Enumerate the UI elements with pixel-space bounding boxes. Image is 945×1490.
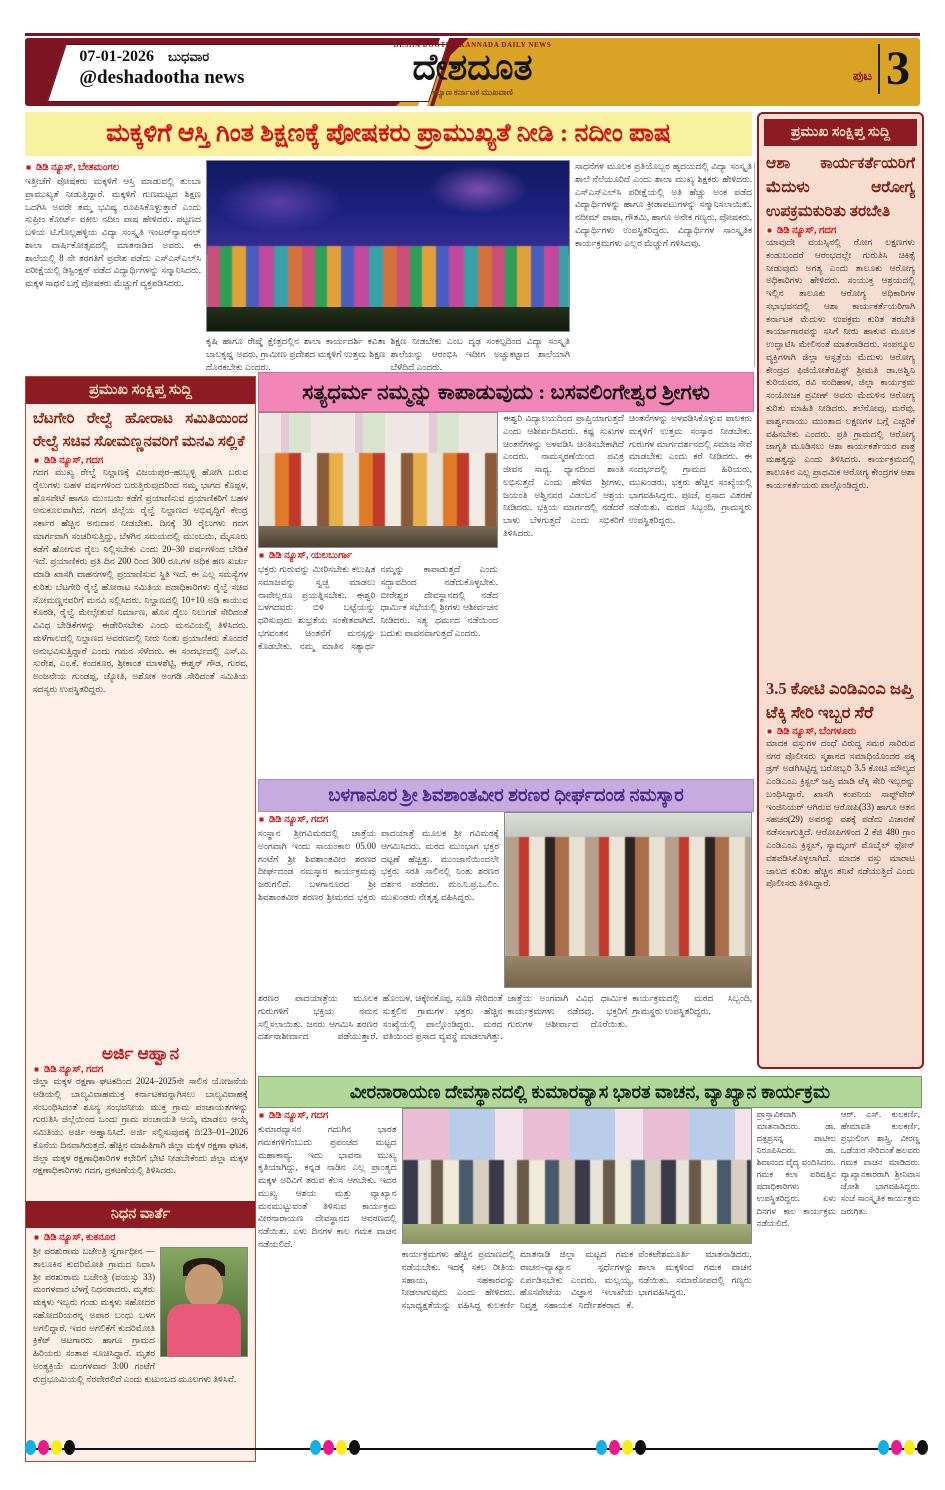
masthead xyxy=(25,38,920,106)
byline-bullet-icon xyxy=(25,164,32,171)
photo-devotees xyxy=(259,453,497,531)
kumara-fifth-column xyxy=(841,1108,920,1446)
photo-stage-banner xyxy=(403,1109,751,1165)
yellow-dot-icon xyxy=(51,1440,62,1455)
yellow-dot-icon xyxy=(622,1440,633,1455)
cyan-dot-icon xyxy=(310,1440,321,1455)
byline xyxy=(258,550,498,561)
byline-text: ಡಿಡಿ ನ್ಯೂಸ್, ಯಲಬುರ್ಗಾ xyxy=(269,550,353,561)
date: 07-01-2026 xyxy=(79,48,155,65)
article-text: ಶರಣರ ಪಾದಯಾತ್ರೆಯ ಮೂಲಕ ಗುರುಗಳಿಗೆ ಭಕ್ತಿಯ ನಮನ ಸಲ್ಲಿಸಲಾಯಿತು. ಜನರು ಆಗಮಿಸಿ ಶರಣರ ದರ್ಶನಾಶೀರ್ವಾದ ಪಡೆಯುತ್ತಾರೆ. ಹೊಂಬಳ, ಚಿಕ್ಕೇನಕೊಪ್ಪ, ಸೂಡಿ ಸೇರಿದಂತೆ ಸುತ್ತಲಿನ ಗ್ರಾಮಗಳ ಭಕ್ತರು ಹೆಚ್ಚಿನ ಸಂಖ್ಯೆಯಲ್ಲಿ ಪಾಲ್ಗೊಂಡಿದ್ದರು. ಮಠದ ವತಿಯಿಂದ ಪ್ರಸಾದ ವ್ಯವಸ್ಥೆ ಮಾಡಲಾಗಿತ್ತು. ಜಾತ್ರೆಯ ಅಂಗವಾಗಿ ವಿವಿಧ ಧಾರ್ಮಿಕ ಕಾರ್ಯಕ್ರಮಗಳು ನಡೆದವು. ಭಕ್ತರಿಗೆ ಗುರುಗಳ ಆಶೀರ್ವಾದ ದೊರೆಯಿತು. ಕಾರ್ಯಕ್ರಮದಲ್ಲಿ ಮಠದ ಸಿಬ್ಬಂದಿ, ಗ್ರಾಮಸ್ಥರು ಉಪಸ್ಥಿತರಿದ್ದರು. xyxy=(258,993,752,1042)
byline-text: ಡಿಡಿ ನ್ಯೂಸ್, ಕುಕನೂರ xyxy=(44,1232,116,1243)
photo-temple-event xyxy=(402,1108,752,1244)
byline-bullet-icon xyxy=(258,816,265,823)
balaganur-left-block xyxy=(258,812,499,988)
mdma-story-text: ಮಾದಕ ವಸ್ತುಗಳ ದಂಧೆ ವಿರುದ್ಧ ಸಮರ ಸಾರಿರುವ ನಗರ ಪೊಲೀಸರು ಸ್ಮಶಾನದ ಸಮಾಧಿಯೊಂದರ ಪಕ್ಕ ಡ್ರಗ್ ಅಡಗಿಸಿಟ್ಟಿದ್ದ ಬರೋಬ್ಬರಿ 3.5 ಕೋಟಿ ಮೌಲ್ಯದ ಎಂಡಿಎಂಎ ಕ್ರಿಸ್ಟಲ್ ಜಪ್ತಿ ಮಾಡಿ ಟೆಕ್ಕಿ ಸೇರಿ ಇಬ್ಬರನ್ನು ಬಂಧಿಸಿದ್ದಾರೆ. ಖಾಸಗಿ ಕಂಪನಿಯ ಸಾಫ್ಟ್‌ವೇರ್ ಇಂಜಿನಿಯರ್ ಆಗಿರುವ ಆರೋಪಿ(33) ಹಾಗೂ ಆತನ ಸಹಚರ(29) ಅವರನ್ನು ವಶಕ್ಕೆ ಪಡೆದು ವಿಚಾರಣೆ ನಡೆಸಲಾಗುತ್ತಿದೆ. ಆರೋಪಿಗಳಿಂದ 2 ಕೆಜಿ 480 ಗ್ರಾಂ ಎಂಡಿಎಂಎ ಕ್ರಿಸ್ಟಲ್, ಸ್ಯಾಮ್ಸಂಗ್ ಮೊಬೈಲ್ ಫೋನ್ ವಶಪಡಿಸಿಕೊಳ್ಳಲಾಗಿದೆ. ಮಾದಕ ವಸ್ತು ಮಾರಾಟ ಜಾಲದ ಕುರಿತು ಹೆಚ್ಚಿನ ತನಿಖೆ ನಡೆಯುತ್ತಿದೆ ಎಂದು ಪೊಲೀಸರು ತಿಳಿಸಿದ್ದಾರೆ. xyxy=(766,737,915,889)
section-header-briefs: ಪ್ರಮುಖ ಸಂಕ್ಷಿಪ್ತ ಸುದ್ದಿ xyxy=(764,119,917,146)
magenta-dot-icon xyxy=(38,1440,49,1455)
cmyk-registration-marks xyxy=(25,1440,75,1455)
article-main-right-column xyxy=(575,160,752,372)
photo-school-annual-day xyxy=(206,160,570,332)
black-dot-icon xyxy=(917,1440,928,1455)
portrait-face xyxy=(185,1264,223,1308)
black-dot-icon xyxy=(64,1440,75,1455)
page-number-divider xyxy=(878,44,880,94)
article-text: ಕೃಷಿ ಹಾಗೂ ರೇಷ್ಮೆ ಕ್ಷೇತ್ರದಲ್ಲಿನ ಶಾಲಾ ಕಾರ್ಯದರ್ಶಿ ಕವಿತಾ ಬಾಲಕೃಷ್ಣ ಅವರು, ಗ್ರಾಮೀಣ ಪ್ರದೇಶದ ಮಕ್ಕಳಿಗೆ ಉತ್ತಮ ಶಿಕ್ಷಣ ದೊರಕಬೇಕು ಎಂದರು. xyxy=(206,336,386,371)
page-number-block xyxy=(853,44,910,94)
photo-ground xyxy=(505,956,751,987)
byline-text: ಡಿಡಿ ನ್ಯೂಸ್, ಗದಗ xyxy=(777,225,837,237)
article-text: ಸಂಸ್ಥಾನ ಶ್ರೀಗವಿಮಠದಲ್ಲಿ ಜಾತ್ರೆಯ ಅಂಗವಾಗಿ ಇಂದು ಸಾಯಂಕಾಲ 05.00 ಗಂಟೆಗೆ ಶ್ರೀ ಶಿವಶಾಂತವೀರ ಶರಣರ ದೀರ್ಘದಂಡ ನಮಸ್ಕಾರ ಕಾರ್ಯಕ್ರಮವು ಜರುಗಲಿದೆ. ಬಳಗಾನೂರದ ಶ್ರೀ ಶಿವಶಾಂತವೀರ ಶರಣರ ಶ್ರೀಮಠದ ಭಕ್ತರು ಪಾದಯಾತ್ರೆ ಮೂಲಕ ಶ್ರೀ ಗವಿಮಠಕ್ಕೆ ಆಗಮಿಸಿದರು. ಮಠದ ಮುಂಭಾಗ ಭಕ್ತರ ದಟ್ಟಣೆ ಹೆಚ್ಚಿತ್ತು. ಮುಂಜಾನೆಯಿಂದಲೇ ಭಕ್ತರು ಸರತಿ ಸಾಲಿನಲ್ಲಿ ನಿಂತು ಶರಣರ ದರ್ಶನ ಪಡೆದರು. ಮಂ.ನಿ.ಪ್ರ.ಒ.ಲಿಂ. ಮುಖಂಡರು ನೇತೃತ್ವ ವಹಿಸಿದ್ದರು. xyxy=(258,828,499,902)
article-text: ಇತ್ತೀಚೆಗೆ ಪೋಷಕರು ಮಕ್ಕಳಿಗೆ ಆಸ್ತಿ ಮಾಡುವಲ್ಲಿ ತುಂಬಾ ಪ್ರಾಮುಖ್ಯತೆ ನೀಡುತ್ತಿದ್ದಾರೆ. ಮಕ್ಕಳಿಗೆ ಗುಣಮಟ್ಟದ ಶಿಕ್ಷಣ ಒದಗಿಸಿ ಅವರೇ ತಮ್ಮ ಭವಿಷ್ಯ ರೂಪಿಸಿಕೊಳ್ಳುತ್ತಾರೆ ಎಂದು ಸುಪ್ರೀಂ ಕೋರ್ಟ್ ವಕೀಲ ನದೀಂ ಪಾಷ ಹೇಳಿದರು. ಪಟ್ಟಣದ ಬಳಿಯ ಟಿ.ಗೊಲ್ಲಹಳ್ಳಿಯ ವಿದ್ಯಾ ಸಂಸ್ಕೃತಿ ಇಂಟರ್‌ನ್ಯಾಷನಲ್ ಶಾಲಾ ವಾರ್ಷಿಕೋತ್ಸವದಲ್ಲಿ ಮಾತನಾಡಿದ ಅವರು. ಈ ಶಾಲೆಯಲ್ಲಿ 8 ನೇ ತರಗತಿಗೆ ಪ್ರವೇಶ ಪಡೆದು ಎಸ್‌ಎಸ್‌ಎಲ್‌ಸಿ ಪರೀಕ್ಷೆಯಲ್ಲಿ ಡಿಸ್ಟಿಂಕ್ಷನ್ ಪಡೆದ ವಿದ್ಯಾರ್ಥಿಗಳನ್ನು ಸನ್ಮಾನಿಸಿದರು. ಮಕ್ಕಳ ಸಾಧನೆ ಬಗ್ಗೆ ಪೋಷಕರು ಮೆಚ್ಚುಗೆ ವ್ಯಕ್ತಪಡಿಸಿದರು. xyxy=(25,176,201,289)
obituary-body xyxy=(33,1245,248,1445)
photo-padayatra-crowd xyxy=(504,812,752,988)
cmyk-registration-marks xyxy=(878,1440,928,1455)
satya-headline: ಸತ್ಯಧರ್ಮ ನಮ್ಮನ್ನು ಕಾಪಾಡುವುದು : ಬಸವಲಿಂಗೇಶ್ವರ ಶ್ರೀಗಳು xyxy=(258,372,754,412)
column-divider xyxy=(754,162,755,367)
article-text: ಆರ್. ಎಸ್. ಕುಲಕರ್ಣಿ, ಹೇಮಾವತಿ ಕುಲಕರ್ಣಿ, ಪ್ರಭುಲಿಂಗ ಶಾಸ್ತ್ರಿ, ವೀರಣ್ಣ ಒಡೆಯರ ಸೇರಿದಂತೆ ಹಲವರು ಗಮಕ ವಾಚನ ಮಾಡಿದರು. ವ್ಯಾಖ್ಯಾನಕಾರರಾಗಿ ಶ್ರೀನಿವಾಸ ಜೋಶಿ ಭಾಗವಹಿಸಿದ್ದರು. ಸಂಜೆ ಸಾಂಸ್ಕೃತಿಕ ಕಾರ್ಯಕ್ರಮ ಜರುಗಿತು. xyxy=(840,1109,920,1216)
byline-bullet-icon xyxy=(766,728,773,735)
byline xyxy=(33,1232,248,1243)
cyan-dot-icon xyxy=(25,1440,36,1455)
mdma-story-title: 3.5 ಕೋಟಿ ಎಂಡಿಎಂಎ ಜಪ್ತಿ ಟೆಕ್ಕಿ ಸೇರಿ ಇಬ್ಬರ ಸೆರೆ xyxy=(766,679,913,722)
balaganur-headline: ಬಳಗಾನೂರ ಶ್ರೀ ಶಿವಶಾಂತವೀರ ಶರಣರ ಧೀರ್ಘದಂಡ ನಮಸ್ಕಾರ xyxy=(258,779,754,812)
article-text: ಪ್ರಾಸ್ತಾವಿಕವಾಗಿ ಮಾತನಾಡಿದರು. ಡಾ. ದತ್ತಪ್ರಸನ್ನ ಪಾಟೀಲ ನಿರೂಪಿಸಿದರು. ಡಾ. ಶಿವಾನಂದ ವೈದ್ಯ ವಂದಿಸಿದರು. ಗಮಕ ಕಲಾ ಪರಿಷತ್ತಿನ ಪದಾಧಿಕಾರಿಗಳು ಉಪಸ್ಥಿತರಿದ್ದರು. ಏಳು ದಿನಗಳ ಕಾಲ ಕಾರ್ಯಕ್ರಮ ನಡೆಯಲಿದೆ. xyxy=(756,1109,836,1228)
page-label: ಪುಟ xyxy=(852,68,872,83)
article-text: ಕಾರ್ಯಕ್ರಮಗಳು ಹೆಚ್ಚಿನ ಪ್ರಮಾಣದಲ್ಲಿ ನಡೆಯಬೇಕು. ಇದಕ್ಕೆ ಸಕಲ ರೀತಿಯ ಸಹಾಯ, ಸಹಕಾರವನ್ನು ನೀಡಲಾಗುವುದು ಎಂದು ಹೇಳಿದರು. ಸಭಾಧ್ಯಕ್ಷತೆಯನ್ನು ವಹಿಸಿದ್ದ ಕುಲಕರ್ಣಿ ಮಾತನಾಡಿ ಜಿಲ್ಲಾ ಮಟ್ಟದ ಗಮಕ ವಾಚನ–ವ್ಯಾಖ್ಯಾನ ಸ್ಪರ್ಧೆಗಳನ್ನು ಏರ್ಪಡಿಸಬೇಕು ಎಂದರು. ಮಲ್ಲಯ್ಯ, ಹೊಸಪೇಟೆಯ ವಿಜ್ಞಾನ ಇಲಾಖೆಯ ನಿವೃತ್ತ ಸಹಾಯಕ ನಿರ್ದೇಶಕರಾದ ಕೆ. ವೆಂಕಟೇಶಮೂರ್ತಿ ಮಾತನಾಡಿದರು. ಶಾಲಾ ಮಕ್ಕಳಿಂದ ಗಮಕ ವಾಚನ ನಡೆಯಿತು. ಸಮಾರೋಪದಲ್ಲಿ ಗಣ್ಯರು ಭಾಗವಹಿಸಿದ್ದರು. xyxy=(401,1249,752,1311)
article-text: ಶಿಕ್ಷಣ ನೀಡಬೇಕು ಎಂಬ ದೃಢ ಸಂಕಲ್ಪದಿಂದ ವಿದ್ಯಾ ಸಂಸ್ಕೃತಿ ಶಾಲೆಯನ್ನು ಆರಂಭಿಸಿ ಇದೀಗ ಅಚ್ಚುಕಟ್ಟಾದ ಶಾಲೆಯಾಗಿ ಬೆಳೆದಿದೆ ಎಂದರು. xyxy=(390,336,570,371)
article-text: ಸಾಧನೆಗಳ ಮೂಲಕ ಪ್ರತಿಯೊಬ್ಬರ ಹೃದಯದಲ್ಲಿ ವಿದ್ಯಾ ಸಂಸ್ಕೃತಿ ಶಾಲೆ ನೆಲೆಯೂರಿದೆ ಎಂದು ಶಾಲಾ ಮುಖ್ಯ ಶಿಕ್ಷಕರು ಹೇಳಿದರು. ಎಸ್‌ಎಸ್‌ಎಲ್‌ಸಿ ಪರೀಕ್ಷೆಯಲ್ಲಿ ಅತಿ ಹೆಚ್ಚು ಅಂಕ ಪಡೆದ ವಿದ್ಯಾರ್ಥಿಗಳನ್ನು ಹಾಗೂ ಕ್ರೀಡಾಪಟುಗಳನ್ನು ಸನ್ಮಾನಿಸಲಾಯಿತು. ನದೀಮ್ ಪಾಷಾ, ಗೌತಮಿ, ಹಾಗೂ ಅನೇಕ ಗಣ್ಯರು, ಪೋಷಕರು, ವಿದ್ಯಾರ್ಥಿಗಳು ಉಪಸ್ಥಿತರಿದ್ದರು. ವಿದ್ಯಾರ್ಥಿಗಳ ಸಾಂಸ್ಕೃತಿಕ ಕಾರ್ಯಕ್ರಮಗಳು ಎಲ್ಲರ ಮೆಚ್ಚುಗೆ ಗಳಿಸಿದವು. xyxy=(575,161,752,248)
byline-bullet-icon xyxy=(258,1112,265,1119)
byline xyxy=(258,1110,397,1121)
byline-bullet-icon xyxy=(33,457,40,464)
asha-story-title: ಆಶಾ ಕಾರ್ಯಕರ್ತೆಯರಿಗೆ ಮೆದುಳು ಆರೋಗ್ಯ ಉಪಕ್ರಮಕುರಿತು ತರಬೇತಿ xyxy=(766,155,915,221)
portrait-shirt xyxy=(167,1304,241,1356)
article-main-under-photo xyxy=(206,335,570,371)
byline xyxy=(25,162,201,173)
masthead-tagline-bottom: ಕಲ್ಯಾಣ ಕರ್ನಾಟಕ ಮುಖವಾಣಿ xyxy=(432,86,513,97)
byline-text: ಡಿಡಿ ನ್ಯೂಸ್, ಗದಗ xyxy=(44,455,104,466)
newspaper-logo: ದೇಶದೂತ xyxy=(412,47,533,87)
section-header-briefs: ಪ್ರಮುಖ ಸಂಕ್ಷಿಪ್ತ ಸುದ್ದಿ xyxy=(26,377,255,404)
article-main-center-column xyxy=(206,160,570,372)
photo-pandal-drapes xyxy=(259,413,497,459)
article-text: ಈಶ್ವರಿ ವಿದ್ಯಾಲಯದಿಂದ ಪ್ರಾಪ್ತಿಯಾಗುತ್ತದೆ ಎಂದು ಆಶೀರ್ವದಿಸಿದರು. ಕಷ್ಟ ಸುಖಗಳ ಚಿಂತನೆಗಳನ್ನು ಅಳವಡಿಸಿ ಚಿಂತಿಸಬೇಕಾಗಿದೆ ಎಂದರು. ನಾಮಸ್ಮರಣೆಯಿಂದ ಪವಿತ್ರ ಜೀವನ ಸಾಧ್ಯ. ಧ್ಯಾನದಿಂದ ಶಾಂತಿ ಲಭಿಸುತ್ತದೆ ಎಂದು ಹೇಳಿದ ಶ್ರೀಗಳು, ಜಯಂತಿ ಅಶ್ವಿನವರ ವಿಡಂಬನೆ ಆಶ್ರಯ ನೀಡಿದರು. ಭಕ್ತಿಯ ಮಾರ್ಗದಲ್ಲಿ ನಡೆದರೆ ಬಾಳು ಬೆಳಗುತ್ತದೆ ಎಂದು ಸಭಿಕರಿಗೆ ತಿಳಿಸಿದರು. xyxy=(503,413,624,538)
appeal-section-title: ಅರ್ಜಿ ಆಹ್ವಾನ xyxy=(101,1044,180,1063)
byline-bullet-icon xyxy=(33,1066,40,1073)
byline xyxy=(33,1064,248,1075)
photo-crowd xyxy=(207,246,569,311)
cmyk-registration-marks xyxy=(310,1440,360,1455)
article-balaganur xyxy=(258,812,752,1072)
photo-foreground xyxy=(207,307,569,331)
photo-crowd xyxy=(505,837,751,959)
magenta-dot-icon xyxy=(891,1440,902,1455)
cyan-dot-icon xyxy=(878,1440,889,1455)
photo-deceased-portrait xyxy=(160,1247,248,1357)
photo-religious-ceremony xyxy=(258,412,498,548)
byline-bullet-icon xyxy=(33,1234,40,1241)
byline-text: ಡಿಡಿ ನ್ಯೂಸ್, ಬೇತಮಂಗಲ xyxy=(36,162,120,173)
black-dot-icon xyxy=(349,1440,360,1455)
satya-left-block xyxy=(258,412,498,778)
yellow-dot-icon xyxy=(904,1440,915,1455)
masthead-logo-block xyxy=(303,41,643,98)
article-main xyxy=(25,160,752,372)
masthead-top-rule xyxy=(25,33,920,36)
masthead-tagline-top: DESHA DOOTHA KANNADA DAILY NEWS xyxy=(393,41,552,49)
magenta-dot-icon xyxy=(323,1440,334,1455)
byline xyxy=(766,726,915,737)
main-headline: ಮಕ್ಕಳಿಗೆ ಆಸ್ತಿ ಗಿಂತ ಶಿಕ್ಷಣಕ್ಕೆ ಪೋಷಕರು ಪ್ರಾಮುಖ್ಯತೆ ನೀಡಿ : ನದೀಂ ಪಾಷ xyxy=(25,112,752,156)
byline-text: ಡಿಡಿ ನ್ಯೂಸ್, ಗದಗ xyxy=(44,1064,104,1075)
railway-story-title: ಬೆಟಗೇರಿ ರೇಲ್ವೆ ಹೋರಾಟ ಸಮಿತಿಯಿಂದ ರೇಲ್ವೆ ಸಚಿವ ಸೋಮಣ್ಣನವರಿಗೆ ಮನವಿ ಸಲ್ಲಿಕೆ xyxy=(33,411,248,450)
obituary-section-title: ನಿಧನ ವಾರ್ತೆ xyxy=(26,1201,255,1228)
byline-text: ಡಿಡಿ ನ್ಯೂಸ್, ಗದಗ xyxy=(269,1110,329,1121)
byline xyxy=(766,225,915,236)
asha-story-text: ಯಾವುದೇ ವಯಸ್ಸಿನಲ್ಲಿ ರೋಗ ಲಕ್ಷಣಗಳು ಕಂಡುಬಂದರೆ ಆರಂಭದಲ್ಲೇ ಗುರುತಿಸಿ ಚಿಕಿತ್ಸೆ ನೀಡುವುದು ಅಗತ್ಯ ಎಂದು ತಾಲೂಕು ಆರೋಗ್ಯ ಅಧಿಕಾರಿಗಳು ಹೇಳಿದರು. ಸಂಯುಕ್ತ ಆಶ್ರಯದಲ್ಲಿ ಇಲ್ಲಿನ ತಾಲೂಕು ಆರೋಗ್ಯ ಅಧಿಕಾರಿಗಳ ಸಭಾಭವನದಲ್ಲಿ ಆಶಾ ಕಾರ್ಯಕರ್ತೆಯರಿಗಾಗಿ ಕರ್ನಾಟಕ ಮೆದುಳು ಉಪಕ್ರಮ ಕುರಿತ ತರಬೇತಿ ಕಾರ್ಯಾಗಾರವನ್ನು ಸಸಿಗೆ ನೀರು ಹಾಕುವ ಮೂಲಕ ಉದ್ಘಾಟಿಸಿ ಮೇಲಿನಂತೆ ಮಾತನಾಡಿದರು. ಸಂಪನ್ಮೂಲ ವ್ಯಕ್ತಿಗಳಾಗಿ ಜಿಲ್ಲಾ ಆಸ್ಪತ್ರೆಯ ಮೆದುಳು ಆರೋಗ್ಯ ಕೇಂದ್ರದ ಫಿಜಿಯೋತೆರಪಿಸ್ಟ್ ಶ್ರೀಮತಿ ಡಾ.ಅಶ್ವಿನಿ ಕುರಿಯವರ, ರವಿ ನಂದಿಹಾಳ, ಜಿಲ್ಲಾ ಕಾರ್ಯಕ್ರಮ ಸಂಯೋಜಕ ಪ್ರವೀಣ್ ಅವರು ಮೆದುಳಿನ ಆರೋಗ್ಯ ಕುರಿತು ಮಾಹಿತಿ ನೀಡಿದರು. ತಲೆನೋವು, ಮರೆವು, ಪಾರ್ಶ್ವವಾಯು ಮುಂತಾದ ಲಕ್ಷಣಗಳ ಬಗ್ಗೆ ಎಚ್ಚರಿಕೆ ವಹಿಸಬೇಕು ಎಂದರು. ಪ್ರತಿ ಗ್ರಾಮದಲ್ಲಿ ಆರೋಗ್ಯ ಜಾಗೃತಿ ಮೂಡಿಸಲು ಆಶಾ ಕಾರ್ಯಕರ್ತೆಯರ ಪಾತ್ರ ಮಹತ್ವದ್ದು ಎಂದು ತಿಳಿಸಿದರು. ಕಾರ್ಯಕ್ರಮದಲ್ಲಿ ತಾಲೂಕಿನ ಎಲ್ಲ ಪ್ರಾಥಮಿಕ ಆರೋಗ್ಯ ಕೇಂದ್ರಗಳ ಆಶಾ ಕಾರ್ಯಕರ್ತೆಯರು ಪಾಲ್ಗೊಂಡಿದ್ದರು. xyxy=(766,237,915,490)
right-briefs-sidebar xyxy=(757,112,924,1069)
railway-story-text: ಗದಗ ಮುಖ್ಯ ರೇಲ್ವೆ ನಿಲ್ದಾಣಕ್ಕೆ ವಿಜಯಪುರ–ಹುಬ್ಬಳ್ಳಿ ಹೋಗಿ ಬರುವ ರೈಲುಗಳು ಬಹಳ ವರ್ಷಗಳಿಂದ ಬರುತ್ತಿರುವುದರಿಂದ ನಮ್ಮ ಭಾಗದ ಕೊಪ್ಪಳ, ಹೊಸಪೇಟೆ ಹಾಗೂ ಮುಂಬಯಿ ಕಡೆಗೆ ಪ್ರಯಾಣಿಸುವ ಪ್ರಯಾಣಿಕರಿಗೆ ಬಹಳ ಅನುಕೂಲವಾಗಿದೆ. ಗದಗ ಜಿಲ್ಲೆಯ ರೈಲ್ವೆ ನಿಲ್ದಾಣದ ಅಭಿವೃದ್ಧಿಗೆ ಕೇಂದ್ರ ಸರ್ಕಾರ ಹೆಚ್ಚಿನ ಅನುದಾನ ನೀಡಬೇಕು. ದಿನಕ್ಕೆ 30 ರೈಲುಗಳು ಗದಗ ಮಾರ್ಗವಾಗಿ ಸಂಚರಿಸುತ್ತಿದ್ದು, ಬೆಳಗಿನ ಸಮಯದಲ್ಲಿ ಮುಂಬಯಿ, ಮೈಸೂರು ಕಡೆಗೆ ಹೋಗುವ ರೈಲು ನಿಲ್ಲಿಸಬೇಕು ಎಂದು 20–30 ವರ್ಷಗಳಿಂದ ಬೇಡಿಕೆ ಇದೆ. ಪ್ರಯಾಣಿಕರು ಪ್ರತಿ ದಿನ 200 ರಿಂದ 300 ರೂ.ಗಳ ಅಧಿಕ ಹಣ ಖರ್ಚು ಮಾಡಿ ಖಾಸಗಿ ವಾಹನಗಳಲ್ಲಿ ಪ್ರಯಾಣಿಸುವ ಸ್ಥಿತಿ ಇದೆ. ಈ ಎಲ್ಲ ಸಮಸ್ಯೆಗಳ ಕುರಿತು ಬೆಟಗೇರಿ ರೈಲ್ವೆ ಹೋರಾಟ ಸಮಿತಿಯ ಪದಾಧಿಕಾರಿಗಳು ರೈಲ್ವೆ ಸಚಿವ ಸೋಮಣ್ಣನವರಿಗೆ ಮನವಿ ಸಲ್ಲಿಸಿದರು. ನಿಲ್ದಾಣದಲ್ಲಿ 10+10 ಅಡಿ ಕಾಯುವ ಕೊಠಡಿ, ರೈಲ್ವೆ ಮೇಲ್ಸೇತುವೆ ನಿರ್ಮಾಣ, ಹೊಸ ರೈಲು ನಿಲುಗಡೆ ಸೇರಿದಂತೆ ವಿವಿಧ ಬೇಡಿಕೆಗಳನ್ನು ಈಡೇರಿಸಬೇಕು ಎಂದು ಮನವಿಯಲ್ಲಿ ತಿಳಿಸಿದರು. ಮಳೆಗಾಲದಲ್ಲಿ ನಿಲ್ದಾಣದ ಆವರಣದಲ್ಲಿ ನೀರು ನಿಂತು ಪ್ರಯಾಣಿಕರು ತೊಂದರೆ ಅನುಭವಿಸುತ್ತಿದ್ದಾರೆ ಎಂದು ಗಮನ ಸೆಳೆದರು. ಈ ಸಂದರ್ಭದಲ್ಲಿ ಎಸ್.ಎ. ಸುರೇಶ, ಎಂ.ಕೆ. ಕಂದಕೂರ, ಶ್ರೀಕಾಂತ ಮಾಳಶೆಟ್ಟಿ, ಈಶ್ವರ್ ಗೌಡ, ಗುರವ, ಅಂಜನೇಯ ಗುಂಡಪ್ಪ, ಜ್ಯೋತಿ, ಅಶೋಕ ಅಂಗಡಿ ಸೇರಿದಂತೆ ಸಮಿತಿಯ ಸದಸ್ಯರು ಉಪಸ್ಥಿತರಿದ್ದರು. xyxy=(33,467,248,695)
kumara-first-column xyxy=(258,1108,397,1446)
article-text: ಕುಮಾರವ್ಯಾಸನ ಗದುಗಿನ ಭಾರತ ಗಮಕಗಳಿಗೆಂಬುದು ಪ್ರಪಂಚದ ಮಟ್ಟದ ಮಹಾಕಾವ್ಯ. ಇದು ಭಾವನಾ ಮುಖ್ಯ ಕೃತಿಯಾಗಿದ್ದು, ಕನ್ನಡ ನಾಡಿನ ಎಲ್ಲ ಪ್ರಾಂತ್ಯದ ಮಕ್ಕಳ ಅರಿವಿಗೆ ತರುವ ಕೆಲಸ ಆಗಬೇಕು. ಇದರ ಮುಖ್ಯ ಆಶಯ ಮತ್ತು ವ್ಯಾಖ್ಯಾನ ಮನಮುಟ್ಟುವಂತೆ ತಿಳಿಸುವ ಕಾರ್ಯಕ್ರಮ ವೀರನಾರಾಯಣ ದೇವಸ್ಥಾನದ ಆವರಣದಲ್ಲಿ ನಡೆಯಿತು. ಏಳು ದಿನಗಳ ಕಾಲ ಗಮಕ ವಾಚನ ನಡೆಯಲಿದೆ. xyxy=(258,1124,397,1249)
kumara-center-block xyxy=(402,1108,752,1446)
magenta-dot-icon xyxy=(609,1440,620,1455)
photo-foreground xyxy=(259,526,497,547)
article-satya xyxy=(258,412,752,778)
left-briefs-box xyxy=(25,376,256,1462)
page-number: 3 xyxy=(886,42,910,95)
byline-text: ಡಿಡಿ ನ್ಯೂಸ್, ಬೆಂಗಳೂರು xyxy=(777,725,857,737)
weekday: ಬುಧವಾರ xyxy=(168,49,210,64)
kumara-fourth-column xyxy=(757,1108,836,1446)
cmyk-registration-marks xyxy=(596,1440,646,1455)
photo-stage-backdrop xyxy=(207,161,569,255)
article-main-left-column xyxy=(25,160,201,372)
byline-bullet-icon xyxy=(766,227,773,234)
byline xyxy=(33,455,248,466)
byline xyxy=(258,814,499,825)
bottom-rule xyxy=(25,1448,920,1450)
social-handle: @deshadootha news xyxy=(79,67,245,88)
byline-bullet-icon xyxy=(258,552,265,559)
black-dot-icon xyxy=(635,1440,646,1455)
yellow-dot-icon xyxy=(336,1440,347,1455)
obituary-text: ಶ್ರೀ ಪರಶುರಾಮ ಬಜೇಂತ್ರಿ ಸ್ವರ್ಗಾಧೀನ — ತಾಲೂಕಿನ ಕುದರಿಮೋತಿ ಗ್ರಾಮದ ನಿವಾಸಿ ಶ್ರೀ ಪರಶುರಾಮ ಬಜೇಂತ್ರಿ (ವಯಸ್ಸು 33) ಮಂಗಳವಾರ ಬೆಳಗ್ಗೆ ನಿಧನರಾದರು. ಮೃತರು ಮಕ್ಕಳು ಇಬ್ಬರು ಗಂಡು ಮಕ್ಕಳು ಸಹೋದರ ಸಹೋದರಿಯರನ್ನ ಅಪಾರ ಬಂಧು ಬಳಗ ಅಗಲಿದ್ದಾರೆ. ಇವರ ಅಗಲಿಕೆಗೆ ಕುದರಿಮೋತಿ ಕ್ರಿಕೆಟ್ ಆಟಗಾರರು ಹಾಗೂ ಗ್ರಾಮದ ಹಿರಿಯರು ಸಂತಾಪ ಸೂಚಿಸಿದ್ದಾರೆ. ಮೃತರ ಅಂತ್ಯಕ್ರಿಯೆ ಮಂಗಳವಾರ 3:00 ಗಂಟೆಗೆ ರುದ್ರಭೂಮಿಯಲ್ಲಿ ನೆರವೇರಲಿದೆ ಎಂದು ಕುಟುಂಬದ ಮೂಲಗಳು ತಿಳಿಸಿವೆ. xyxy=(33,1246,237,1384)
photo-floor xyxy=(403,1224,751,1243)
article-text: ಭಕ್ತರು ಗುರುವನ್ನು ಮೀರಿಸಬೇಕು ಕಲುಷಿತ ಸಮಾಜವನ್ನು ಸ್ವಚ್ಛ ಮಾಡಲು ನಾವೇಲ್ಲರೂ ಪ್ರಯತ್ನಿಸಬೇಕು. ಈಶ್ವರಿ ಬಳಗದವರು ಬಿಳಿ ಬಟ್ಟೆಯನ್ನು ಧರಿಸುವುದು ಶುಭ್ರತೆಯ ಸಂಕೇತವಾಗಿದೆ. ಭಗವಂತನ ಚಿಂತನೆಗೆ ಮನಸ್ಸನ್ನು ಕೊಡಬೇಕು. ನಮ್ಮ ಮಾತಿನ ಸತ್ಯಾರ್ಥ ನಮ್ಮನ್ನು ಕಾಪಾಡುತ್ತದೆ ಎಂದು ಸದ್ಭಾವದಿಂದ ನಡೆದುಕೊಳ್ಳಬೇಕು. ಬೀರೇಶ್ವರ ದೇವಸ್ಥಾನದಲ್ಲಿ ನಡೆದ ಧಾರ್ಮಿಕ ಸಭೆಯಲ್ಲಿ ಶ್ರೀಗಳು ಆಶೀರ್ವಚನ ನೀಡಿದರು. ಸತ್ಯ ಧರ್ಮದ ನಡೆಯಿಂದ ಬದುಕು ಪಾವನವಾಗುತ್ತದೆ ಎಂದರು. xyxy=(258,564,498,651)
appeal-story-text: ಜಿಲ್ಲಾ ಮಕ್ಕಳ ರಕ್ಷಣಾ ಘಟಕದಿಂದ 2024–2025ನೇ ಸಾಲಿನ ಯೋಜನೆಯ ಆಡಿಯಲ್ಲಿ ಬಾಲ್ಯವಿವಾಹಮುಕ್ತ ಕರ್ನಾಟಕವನ್ನಾಗಿಸಲು ಬಾಲ್ಯವಿವಾಹಕ್ಕೆ ಸಂಬಂಧಿಸಿದಂತೆ ಶೂನ್ಯ ಸಂಭವನೀಯ ಮುಕ್ತ ಗ್ರಾಮ ಪಂಚಾಯತಗಳನ್ನು ಗುರುತಿಸಿ ಜಿಲ್ಲೆಯಿಂದ ಒಂದು ಗ್ರಾಮ ಪಂಚಾಯತಿ ಆಯ್ಕೆ ಮಾಡಲು ಆಯ್ಕೆ ಸಮಿತಿಯು ಅರ್ಜಿ ಆಹ್ವಾನಿಸಿದೆ. ಅರ್ಜಿ ಸಲ್ಲಿಸುವುದಕ್ಕೆ ದಿ:23–01–2026 ಕೊನೆಯ ದಿನವಾಗಿರುತ್ತದೆ. ಹೆಚ್ಚಿನ ಮಾಹಿತಿಗಾಗಿ ಜಿಲ್ಲಾ ಮಕ್ಕಳ ರಕ್ಷಣಾ ಘಟಕ, ಜಿಲ್ಲಾ ಮಕ್ಕಳ ರಕ್ಷಣಾಧಿಕಾರಿಗಳ ಕಛೇರಿಗೆ ಭೇಟಿ ನೀಡಬೇಕೆಂದು ಜಿಲ್ಲಾ ಮಕ್ಕಳ ರಕ್ಷಣಾಧಿಕಾರಿಗಳು ಗದಗ, ಪ್ರಕಟಣೆಯಲ್ಲಿ ತಿಳಿಸಿದರು. xyxy=(33,1076,248,1176)
article-kumara xyxy=(258,1108,920,1446)
article-text: ಚಿಂತನೆಗಳನ್ನು ಅಳವಡಿಸಿಕೊಳ್ಳುವ ಪಾಲಕರು ಮಕ್ಕಳಿಗೆ ಉತ್ತಮ ಸಂಸ್ಕಾರ ನೀಡಬೇಕು. ಗುರುಗಳ ಮಾರ್ಗದರ್ಶನದಲ್ಲಿ ಸಮಾಜ ಸೇವೆ ಮಾಡಬೇಕು ಎಂದು ಕರೆ ನೀಡಿದರು. ಈ ಸಂದರ್ಭದಲ್ಲಿ ಗ್ರಾಮದ ಹಿರಿಯರು, ಮುಖಂಡರು, ಭಕ್ತರು ಹೆಚ್ಚಿನ ಸಂಖ್ಯೆಯಲ್ಲಿ ಭಾಗವಹಿಸಿದ್ದರು. ಪೂಜೆ, ಪ್ರಸಾದ ವಿತರಣೆ ನಡೆಯಿತು. ಮಠದ ಸಿಬ್ಬಂದಿ, ಗ್ರಾಮಸ್ಥರು ಉಪಸ್ಥಿತರಿದ್ದರು. xyxy=(629,413,752,526)
byline-text: ಡಿಡಿ ನ್ಯೂಸ್, ಗದಗ xyxy=(269,814,329,825)
kumara-headline: ವೀರನಾರಾಯಣ ದೇವಸ್ಥಾನದಲ್ಲಿ ಕುಮಾರವ್ಯಾಸ ಭಾರತ ವಾಚನ, ವ್ಯಾಖ್ಯಾನ ಕಾರ್ಯಕ್ರಮ xyxy=(258,1076,922,1108)
photo-dignitaries xyxy=(403,1160,751,1227)
cyan-dot-icon xyxy=(596,1440,607,1455)
